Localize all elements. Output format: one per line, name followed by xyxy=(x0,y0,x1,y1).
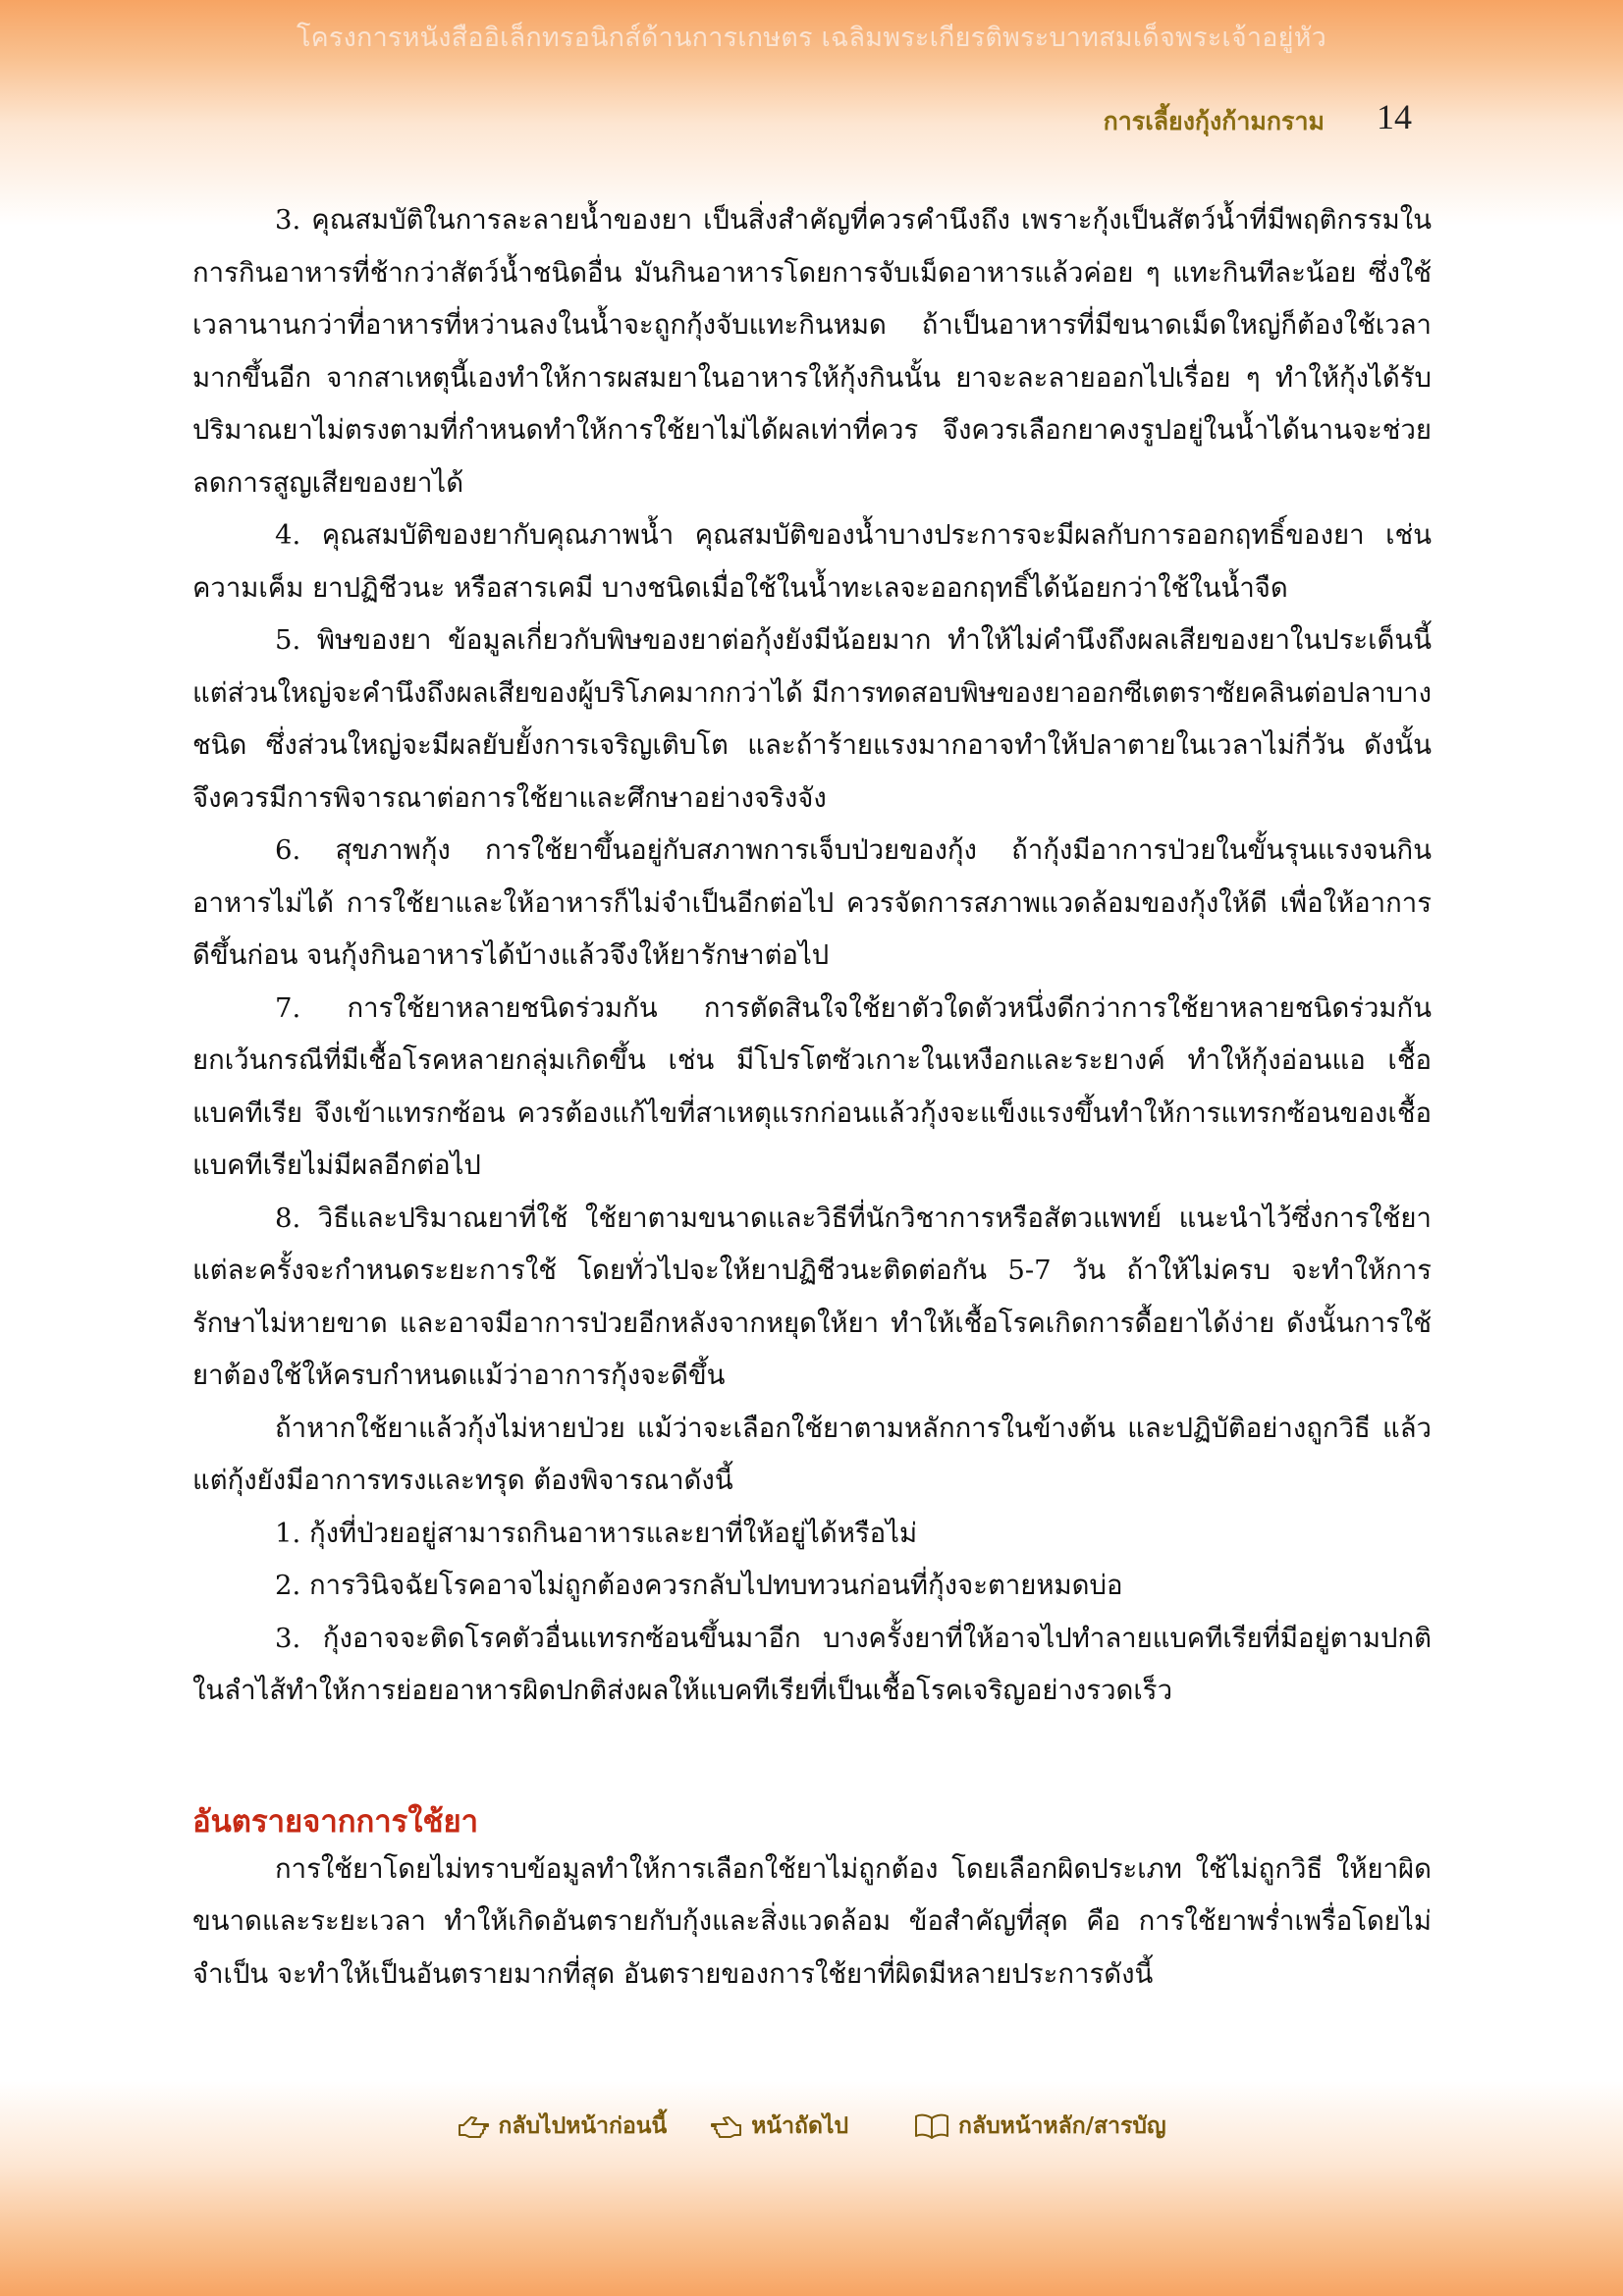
page-content xyxy=(192,194,1432,2001)
body-paragraph: 4. คุณสมบัติของยากับคุณภาพน้ำ คุณสมบัติของน้ำบางประการจะมีผลกับการออกฤทธิ์ของยา เช่น ความเค็ม ยาปฏิชีวนะ หรือสารเคมี บางชนิดเมื่อใช้ในน้ำทะเลจะออกฤทธิ์ได้น้อยกว่าใช้ในน้ำจืด xyxy=(192,519,1432,604)
list-item: 2. การวินิจฉัยโรคอาจไม่ถูกต้องควรกลับไปทบทวนก่อนที่กุ้งจะตายหมดบ่อ xyxy=(275,1570,1123,1601)
list-item: 1. กุ้งที่ป่วยอยู่สามารถกินอาหารและยาที่ให้อยู่ได้หรือไม่ xyxy=(275,1517,918,1549)
previous-page-link[interactable] xyxy=(457,2109,667,2144)
body-paragraph: 8. วิธีและปริมาณยาที่ใช้ ใช้ยาตามขนาดและวิธีที่นักวิชาการหรือสัตวแพทย์ แนะนำไว้ซึ่งการใช้ยาแต่ละครั้งจะกำหนดระยะการใช้ โดยทั่วไปจะให้ยาปฏิชีวนะติดต่อกัน 5-7 วัน ถ้าให้ไม่ครบ จะทำให้การรักษาไม่หายขาด และอาจมีอาการป่วยอีกหลังจากหยุดให้ยา ทำให้เชื้อโรคเกิดการดื้อยาได้ง่าย ดังนั้นการใช้ยาต้องใช้ให้ครบกำหนดแม้ว่าอาการกุ้งจะดีขึ้น xyxy=(192,1201,1432,1391)
body-paragraph: การใช้ยาโดยไม่ทราบข้อมูลทำให้การเลือกใช้ยาไม่ถูกต้อง โดยเลือกผิดประเภท ใช้ไม่ถูกวิธี ให้ยาผิดขนาดและระยะเวลา ทำให้เกิดอันตรายกับกุ้งและสิ่งแวดล้อม ข้อสำคัญที่สุด คือ การใช้ยาพร่ำเพรื่อโดยไม่จำเป็น จะทำให้เป็นอันตรายมากที่สุด อันตรายของการใช้ยาที่ผิดมีหลายประการดังนี้ xyxy=(192,1852,1432,1990)
body-paragraph: 5. พิษของยา ข้อมูลเกี่ยวกับพิษของยาต่อกุ้งยังมีน้อยมาก ทำให้ไม่คำนึงถึงผลเสียของยาในประเด็นนี้ แต่ส่วนใหญ่จะคำนึงถึงผลเสียของผู้บริโภคมากกว่าได้ มีการทดสอบพิษของยาออกซีเตตราซัยคลินต่อปลาบางชนิด ซึ่งส่วนใหญ่จะมีผลยับยั้งการเจริญเติบโต และถ้าร้ายแรงมากอาจทำให้ปลาตายในเวลาไม่กี่วัน ดังนั้น จึงควรมีการพิจารณาต่อการใช้ยาและศึกษาอย่างจริงจัง xyxy=(192,624,1432,814)
hand-pointing-left-icon xyxy=(457,2113,490,2139)
body-paragraph: 6. สุขภาพกุ้ง การใช้ยาขึ้นอยู่กับสภาพการเจ็บป่วยของกุ้ง ถ้ากุ้งมีอาการป่วยในขั้นรุนแรงจนกินอาหารไม่ได้ การใช้ยาและให้อาหารก็ไม่จำเป็นอีกต่อไป ควรจัดการสภาพแวดล้อมของกุ้งให้ดี เพื่อให้อาการดีขึ้นก่อน จนกุ้งกินอาหารได้บ้างแล้วจึงให้ยารักษาต่อไป xyxy=(192,834,1432,971)
body-paragraph: 3. คุณสมบัติในการละลายน้ำของยา เป็นสิ่งสำคัญที่ควรคำนึงถึง เพราะกุ้งเป็นสัตว์น้ำที่มีพฤติกรรมในการกินอาหารที่ช้ากว่าสัตว์น้ำชนิดอื่น มันกินอาหารโดยการจับเม็ดอาหารแล้วค่อย ๆ แทะกินทีละน้อย ซึ่งใช้เวลานานกว่าที่อาหารที่หว่านลงในน้ำจะถูกกุ้งจับแทะกินหมด ถ้าเป็นอาหารที่มีขนาดเม็ดใหญ่ก็ต้องใช้เวลามากขึ้นอีก จากสาเหตุนี้เองทำให้การผสมยาในอาหารให้กุ้งกินนั้น ยาจะละลายออกไปเรื่อย ๆ ทำให้กุ้งได้รับปริมาณยาไม่ตรงตามที่กำหนดทำให้การใช้ยาไม่ได้ผลเท่าที่ควร จึงควรเลือกยาคงรูปอยู่ในน้ำได้นานจะช่วยลดการสูญเสียของยาได้ xyxy=(192,204,1432,499)
body-paragraph: ถ้าหากใช้ยาแล้วกุ้งไม่หายป่วย แม้ว่าจะเลือกใช้ยาตามหลักการในข้างต้น และปฏิบัติอย่างถูกวิธี แล้วแต่กุ้งยังมีอาการทรงและทรุด ต้องพิจารณาดังนี้ xyxy=(192,1412,1432,1496)
previous-page-label: กลับไปหน้าก่อนนี้ xyxy=(498,2113,668,2139)
page-navigation xyxy=(0,2109,1623,2144)
book-title: การเลี้ยงกุ้งก้ามกราม xyxy=(1103,107,1325,135)
home-contents-link[interactable] xyxy=(913,2109,1166,2144)
page-number: 14 xyxy=(1377,97,1412,136)
project-title: โครงการหนังสืออิเล็กทรอนิกส์ด้านการเกษตร เฉลิมพระเกียรติพระบาทสมเด็จพระเจ้าอยู่หัว xyxy=(296,23,1327,53)
open-book-icon xyxy=(913,2112,950,2140)
list-item: 3. กุ้งอาจจะติดโรคตัวอื่นแทรกซ้อนขึ้นมาอีก บางครั้งยาที่ให้อาจไปทำลายแบคทีเรียที่มีอยู่ตามปกติในลำไส้ทำให้การย่อยอาหารผิดปกติส่งผลให้แบคทีเรียที่เป็นเชื้อโรคเจริญอย่างรวดเร็ว xyxy=(192,1622,1432,1706)
body-paragraph: 7. การใช้ยาหลายชนิดร่วมกัน การตัดสินใจใช้ยาตัวใดตัวหนึ่งดีกว่าการใช้ยาหลายชนิดร่วมกัน ยกเว้นกรณีที่มีเชื้อโรคหลายกลุ่มเกิดขึ้น เช่น มีโปรโตซัวเกาะในเหงือกและระยางค์ ทำให้กุ้งอ่อนแอ เชื้อแบคทีเรีย จึงเข้าแทรกซ้อน ควรต้องแก้ไขที่สาเหตุแรกก่อนแล้วกุ้งจะแข็งแรงขึ้นทำให้การแทรกซ้อนของเชื้อแบคทีเรียไม่มีผลอีกต่อไป xyxy=(192,991,1432,1181)
next-page-label: หน้าถัดไป xyxy=(751,2113,849,2139)
next-page-link[interactable] xyxy=(710,2109,848,2144)
home-contents-label: กลับหน้าหลัก/สารบัญ xyxy=(958,2113,1166,2139)
section-heading: อันตรายจากการใช้ยา xyxy=(192,1803,479,1840)
section-spacer xyxy=(192,1718,1432,1800)
hand-pointing-right-icon xyxy=(710,2113,743,2139)
